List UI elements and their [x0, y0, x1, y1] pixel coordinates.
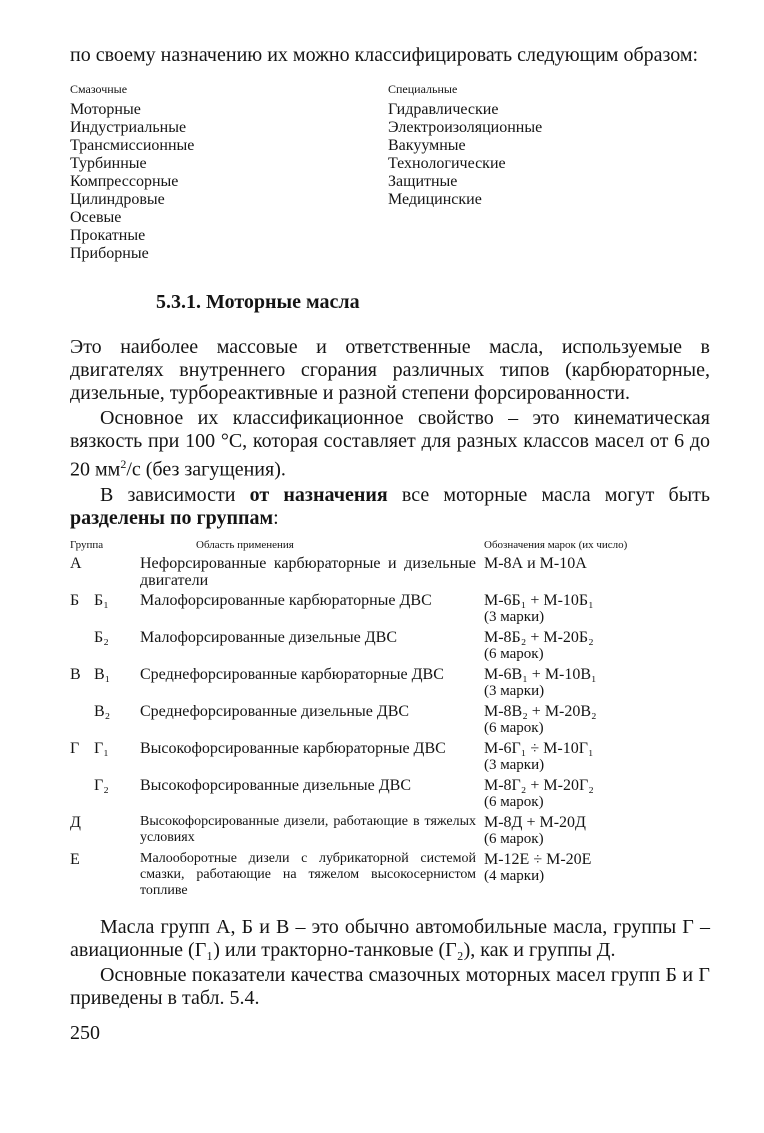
application-area: Высокофорсированные карбюраторные ДВС	[140, 739, 446, 757]
grade-count: (3 марки)	[484, 608, 545, 625]
lubricating-oils-column	[70, 81, 388, 263]
subgroup-label: Г₁	[94, 739, 109, 757]
list-item: Моторные	[70, 101, 141, 118]
bold-text: от назначения	[249, 483, 388, 506]
list-item: Гидравлические	[388, 101, 499, 118]
list-item: Трансмиссионные	[70, 137, 195, 154]
oil-grades: М-6Б₁ + М-10Б₁	[484, 591, 594, 609]
paragraph-text: Основное их классификационное свойство – это кинематическая вязкость при 100 °С, которая составляет для разных классов масел от 6 до 20 мм	[70, 407, 710, 481]
list-item: Осевые	[70, 209, 122, 226]
list-item: Индустриальные	[70, 119, 187, 136]
table-row	[70, 629, 710, 666]
table-row	[70, 777, 710, 814]
paragraph: Это наиболее массовые и ответственные масла, используемые в двигателях внутреннего сгорания различных типов (карбюраторные, дизельные, турбореактивные и разной степени форсированности.	[70, 336, 710, 404]
oil-grades: М-8Д + М-20Д	[484, 813, 586, 831]
subgroup-label: Б₁	[94, 591, 109, 609]
subgroup-label: В₂	[94, 702, 111, 720]
table-row	[70, 703, 710, 740]
bold-text: разделены по группам	[70, 506, 274, 529]
group-letter: Д	[70, 813, 81, 831]
page-number: 250	[70, 1021, 100, 1044]
oil-grades: М-8Б₂ + М-20Б₂	[484, 628, 594, 646]
application-area: Нефорсированные карбюраторные и дизельные двигатели	[140, 554, 476, 589]
group-letter: А	[70, 554, 82, 572]
table-row	[70, 814, 710, 851]
oil-grades: М-8Г₂ + М-20Г₂	[484, 776, 594, 794]
section-title: 5.3.1. Моторные масла	[156, 291, 360, 313]
column-header: Обозначения марок (их число)	[484, 538, 628, 551]
list-item: Цилиндровые	[70, 191, 165, 208]
paragraph: Масла групп А, Б и В – это обычно автомобильные масла, группы Г – авиационные (Г₁) или тракторно-танковые (Г₂), как и группы Д.	[70, 915, 710, 961]
paragraph-text: :	[273, 506, 279, 529]
table-row	[70, 851, 710, 902]
paragraph: Основные показатели качества смазочных моторных масел групп Б и Г приведены в табл. 5.4.	[70, 963, 710, 1009]
paragraph	[70, 407, 710, 482]
table-row	[70, 740, 710, 777]
list-item: Медицинские	[388, 191, 482, 208]
list-item: Компрессорные	[70, 173, 179, 190]
grade-count: (6 марок)	[484, 719, 544, 736]
special-oils-column	[388, 81, 710, 263]
group-letter: Г	[70, 739, 80, 757]
column-header: Область применения	[196, 538, 294, 551]
special-header: Специальные	[388, 82, 458, 96]
groups-table	[70, 538, 710, 902]
oil-grades: М-6В₁ + М-10В₁	[484, 665, 597, 683]
grade-count: (3 марки)	[484, 682, 545, 699]
oil-grades: М-6Г₁ ÷ М-10Г₁	[484, 739, 594, 757]
group-letter: Е	[70, 850, 80, 868]
lubricating-header: Смазочные	[70, 82, 128, 96]
table-row	[70, 592, 710, 629]
list-item: Защитные	[388, 173, 458, 190]
page	[70, 44, 710, 1045]
column-header: Группа	[70, 538, 104, 551]
grade-count: (6 марок)	[484, 645, 544, 662]
grade-count: (4 марки)	[484, 867, 545, 884]
application-area: Малофорсированные дизельные ДВС	[140, 628, 397, 646]
paragraph-text: В зависимости	[100, 483, 250, 506]
list-item: Прокатные	[70, 227, 146, 244]
oil-grades: М-8А и М-10А	[484, 554, 587, 572]
application-area: Малофорсированные карбюраторные ДВС	[140, 591, 432, 609]
table-header-row	[70, 538, 710, 555]
subgroup-label: Б₂	[94, 628, 109, 646]
list-item: Приборные	[70, 245, 149, 262]
application-area: Малооборотные дизели с лубрикаторной системой смазки, работающие на тяжелом высокосернистом топливе	[140, 850, 476, 898]
application-area: Среднефорсированные дизельные ДВС	[140, 702, 410, 720]
paragraph-text: /с (без загущения).	[126, 458, 286, 481]
oil-classification	[70, 81, 710, 263]
application-area: Высокофорсированные дизели, работающие в тяжелых условиях	[140, 813, 476, 845]
group-letter: В	[70, 665, 81, 683]
superscript: 2	[120, 457, 127, 471]
application-area: Высокофорсированные дизельные ДВС	[140, 776, 412, 794]
list-item: Турбинные	[70, 155, 147, 172]
paragraph	[70, 484, 710, 530]
paragraph-text: все моторные масла могут быть	[387, 483, 710, 506]
oil-grades: М-8В₂ + М-20В₂	[484, 702, 597, 720]
list-item: Вакуумные	[388, 137, 466, 154]
list-item: Технологические	[388, 155, 506, 172]
subgroup-label: Г₂	[94, 776, 109, 794]
oil-grades: М-12Е ÷ М-20Е	[484, 850, 592, 868]
intro-paragraph: по своему назначению их можно классифицировать следующим образом:	[70, 44, 699, 66]
subgroup-label: В₁	[94, 665, 111, 683]
group-letter: Б	[70, 591, 80, 609]
application-area: Среднефорсированные карбюраторные ДВС	[140, 665, 444, 683]
grade-count: (6 марок)	[484, 793, 544, 810]
list-item: Электроизоляционные	[388, 119, 543, 136]
table-row	[70, 555, 710, 592]
grade-count: (6 марок)	[484, 830, 544, 847]
grade-count: (3 марки)	[484, 756, 545, 773]
table-row	[70, 666, 710, 703]
